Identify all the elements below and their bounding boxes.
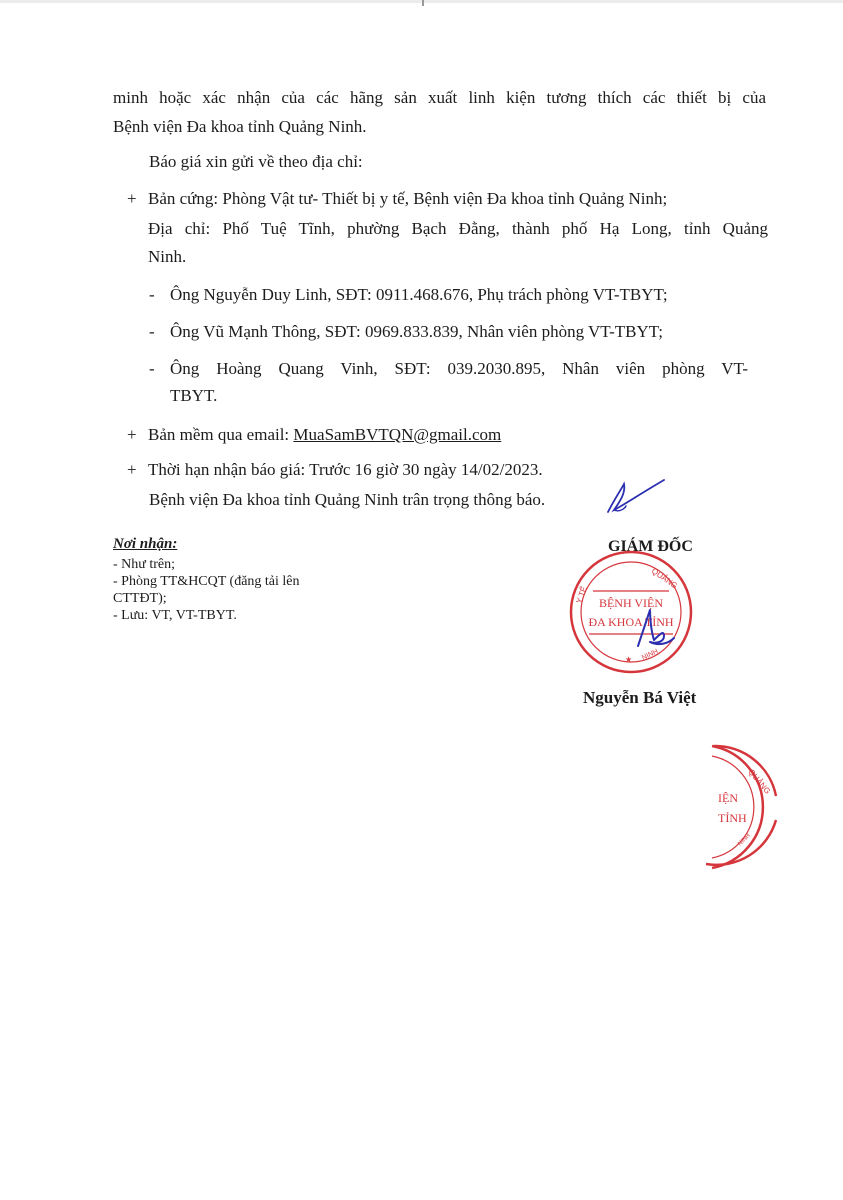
- director-title: GIÁM ĐỐC: [608, 538, 693, 555]
- recipient-line: - Như trên;: [113, 557, 176, 572]
- seal-text-line-1: BỆNH VIỆN: [598, 596, 664, 610]
- recipient-line: - Lưu: VT, VT-TBYT.: [113, 608, 237, 623]
- deadline-bullet: +: [127, 460, 137, 479]
- seal-ring-bottom: NINH: [640, 648, 660, 662]
- soft-copy-bullet: +: [127, 425, 137, 444]
- recipients-title: Nơi nhận:: [113, 536, 178, 552]
- contact-bullet: -: [149, 359, 155, 378]
- initial-signature-mark: [600, 470, 670, 520]
- partial-seal-text-line-1: IỆN: [718, 791, 738, 805]
- hard-copy-line-2: Địa chỉ: Phố Tuệ Tĩnh, phường Bạch Đằng, thành phố Hạ Long, tỉnh Quảng: [148, 219, 768, 238]
- partial-seal-text-line-2: TỈNH: [718, 811, 747, 825]
- recipient-line: - Phòng TT&HCQT (đăng tải lên: [113, 574, 300, 589]
- hard-copy-line-1: Bản cứng: Phòng Vật tư- Thiết bị y tế, Bệnh viện Đa khoa tỉnh Quảng Ninh;: [148, 189, 668, 208]
- contact-linh: Ông Nguyễn Duy Linh, SĐT: 0911.468.676, Phụ trách phòng VT-TBYT;: [170, 285, 668, 304]
- partial-seal-stamp: [696, 736, 796, 876]
- contact-thong: Ông Vũ Mạnh Thông, SĐT: 0969.833.839, Nhân viên phòng VT-TBYT;: [170, 322, 663, 341]
- contact-bullet: -: [149, 285, 155, 304]
- contact-vinh-line-2: TBYT.: [170, 386, 218, 405]
- soft-copy-line: [148, 424, 501, 446]
- contact-bullet: -: [149, 322, 155, 341]
- director-signature: [620, 600, 680, 660]
- closing-statement: Bệnh viện Đa khoa tỉnh Quảng Ninh trân trọng thông báo.: [149, 490, 546, 509]
- soft-copy-label: Bản mềm qua email:: [148, 425, 294, 444]
- hard-copy-bullet: +: [127, 189, 137, 208]
- recipient-line: CTTĐT);: [113, 591, 167, 606]
- paragraph-continuation-line-1: minh hoặc xác nhận của các hãng sản xuất linh kiện tương thích các thiết bị của: [113, 88, 766, 107]
- quote-address-intro: Báo giá xin gửi về theo địa chỉ:: [149, 152, 363, 171]
- scan-crop-mark: [422, 0, 424, 6]
- partial-seal-ring-bottom: NINH: [737, 832, 752, 848]
- signer-name: Nguyễn Bá Việt: [583, 688, 697, 707]
- contact-vinh-line-1: Ông Hoàng Quang Vinh, SĐT: 039.2030.895, Nhân viên phòng VT-: [170, 359, 748, 378]
- paragraph-continuation-line-2: Bệnh viện Đa khoa tỉnh Quảng Ninh.: [113, 117, 367, 136]
- seal-text-line-2: ĐA KHOA TỈNH: [588, 615, 674, 629]
- seal-ring-top: QUẢNG: [649, 566, 680, 591]
- partial-seal-ring: QUẢNG: [746, 767, 773, 796]
- seal-star-icon: ★: [625, 655, 633, 664]
- quote-deadline: Thời hạn nhận báo giá: Trước 16 giờ 30 ngày 14/02/2023.: [148, 460, 543, 479]
- email-link[interactable]: MuaSamBVTQN@gmail.com: [293, 425, 502, 444]
- hard-copy-line-3: Ninh.: [148, 247, 187, 266]
- seal-ring-left: Y TẾ: [574, 585, 589, 605]
